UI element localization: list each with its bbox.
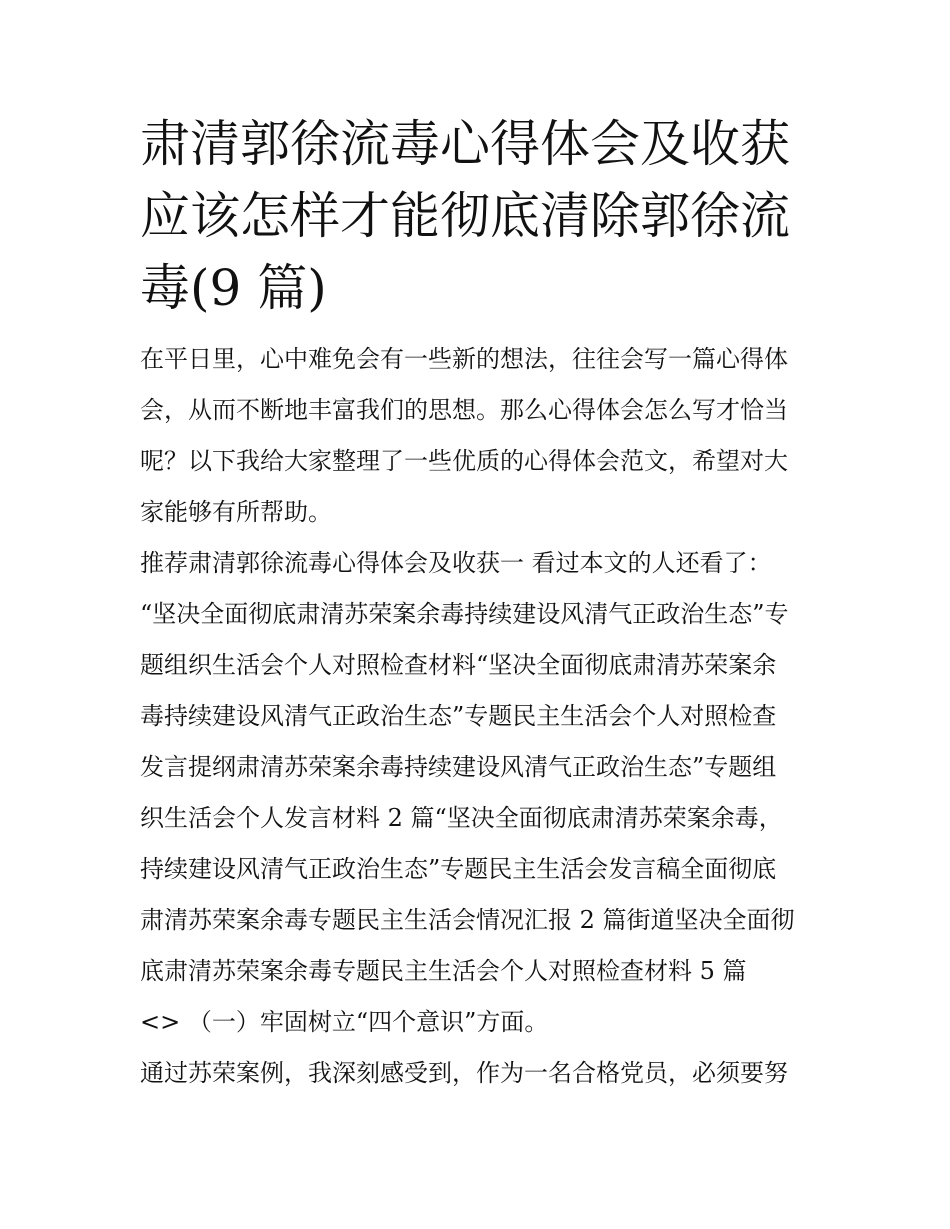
recommend-paragraph [140,538,812,997]
recommend-line-7: 持续建设风清气正政治生态”专题民主生活会发言稿全面彻底 [140,855,777,883]
recommend-line-9: 底肃清苏荣案余毒专题民主生活会个人对照检查材料 5 篇 [140,957,747,985]
intro-line-1: 在平日里，心中难免会有一些新的想法，往往会写一篇心得体 [140,345,788,373]
title-line-1: 肃清郭徐流毒心得体会及收获 [140,115,790,173]
recommend-line-2: “坚决全面彻底肃清苏荣案余毒持续建设风清气正政治生态”专 [140,600,789,628]
section-heading [140,997,812,1048]
body-paragraph [140,1048,812,1099]
recommend-line-5: 发言提纲肃清苏荣案余毒持续建设风清气正政治生态”专题组 [140,753,777,781]
document-page [140,108,812,1099]
recommend-line-4: 毒持续建设风清气正政治生态”专题民主生活会个人对照检查 [140,702,777,730]
intro-line-2: 会，从而不断地丰富我们的思想。那么心得体会怎么写才恰当 [140,396,788,424]
body-line-1: 通过苏荣案例，我深刻感受到，作为一名合格党员，必须要努 [140,1059,788,1087]
document-title [140,108,812,324]
title-line-3: 毒(9 篇) [140,259,327,317]
title-line-2: 应该怎样才能彻底清除郭徐流 [140,187,790,245]
intro-line-3: 呢？以下我给大家整理了一些优质的心得体会范文，希望对大 [140,447,788,475]
section-heading-text: <> （一）牢固树立“四个意识”方面。 [140,1008,549,1036]
recommend-line-3: 题组织生活会个人对照检查材料“坚决全面彻底肃清苏荣案余 [140,651,777,679]
intro-paragraph [140,334,812,538]
recommend-line-8: 肃清苏荣案余毒专题民主生活会情况汇报 2 篇街道坚决全面彻 [140,906,795,934]
recommend-line-1: 推荐肃清郭徐流毒心得体会及收获一 看过本文的人还看了： [140,549,772,577]
recommend-line-6: 织生活会个人发言材料 2 篇“坚决全面彻底肃清苏荣案余毒， [140,804,783,832]
intro-line-4: 家能够有所帮助。 [140,498,332,526]
